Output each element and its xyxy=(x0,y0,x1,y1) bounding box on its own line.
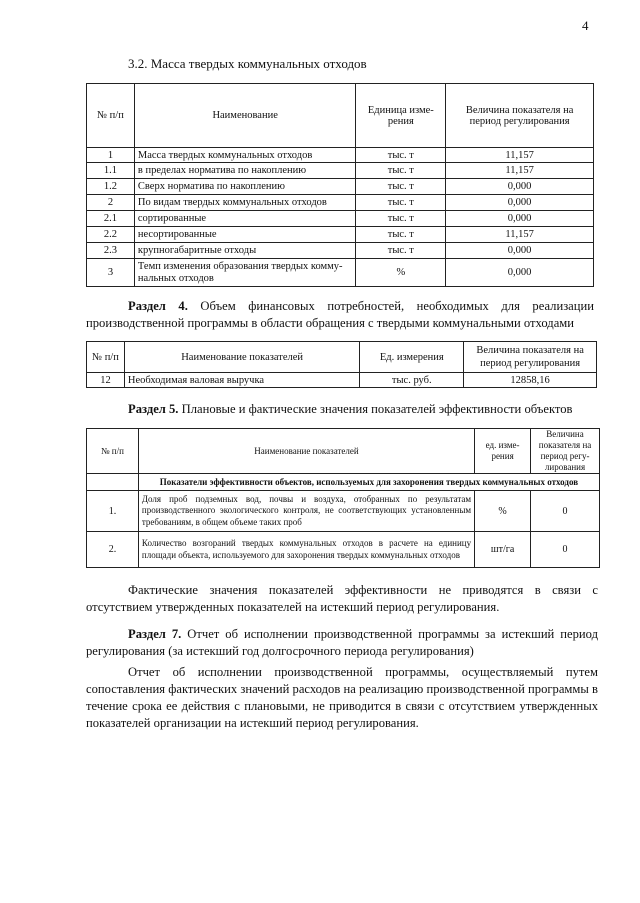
header-value: Величина показателя на период регу-лирования xyxy=(531,429,600,474)
table-row: 1 Масса твердых коммунальных отходов тыс. т 11,157 xyxy=(87,148,594,163)
section-4-heading xyxy=(86,298,594,332)
section-7-label: Раздел 7. xyxy=(128,627,182,641)
table-row: 2 По видам твердых коммунальных отходов тыс. т 0,000 xyxy=(87,195,594,211)
section-7-text: Отчет об исполнении производственной программы за истекший период регулирования (за истекший год долгосрочного периода регулирования) xyxy=(86,627,598,658)
header-value: Величина показателя на период регулирования xyxy=(446,84,594,148)
section-7-heading xyxy=(86,626,598,660)
efficiency-indicators-table xyxy=(86,428,600,568)
table-row: 12 Необходимая валовая выручка тыс. руб. 12858,16 xyxy=(87,373,597,388)
table-row: 1.1 в пределах норматива по накоплению тыс. т 11,157 xyxy=(87,163,594,179)
header-name: Наименование показателей xyxy=(138,429,474,474)
section-5-label: Раздел 5. xyxy=(128,402,179,416)
header-name: Наименование показателей xyxy=(124,342,359,373)
table-row: 2.1 сортированные тыс. т 0,000 xyxy=(87,211,594,227)
header-num: № п/п xyxy=(87,84,135,148)
subheader-row: Показатели эффективности объектов, используемых для захоронения твердых коммунальных отходов xyxy=(138,474,599,491)
table-row: 2.3 крупногабаритные отходы тыс. т 0,000 xyxy=(87,243,594,259)
header-value: Величина показателя на период регулирования xyxy=(464,342,597,373)
header-name: Наименование xyxy=(134,84,356,148)
table-row: 1. Доля проб подземных вод, почвы и воздуха, отобранных по результатам производственного экологического контроля, не соответствующих установленным требованиям, в общем объеме таких проб % 0 xyxy=(87,491,600,532)
header-num: № п/п xyxy=(87,429,139,474)
table-row: 3 Темп изменения образования твердых комму-нальных отходов % 0,000 xyxy=(87,259,594,287)
table-row: 2.2 несортированные тыс. т 11,157 xyxy=(87,227,594,243)
section-3-2-title: 3.2. Масса твердых коммунальных отходов xyxy=(128,56,367,71)
page-number: 4 xyxy=(582,18,589,33)
section-4-text: Объем финансовых потребностей, необходимых для реализации производственной программы в области обращения с твердыми коммунальными отходами xyxy=(86,299,594,330)
header-unit: Ед. измерения xyxy=(360,342,464,373)
header-unit: ед. изме-рения xyxy=(475,429,531,474)
fact-values-paragraph: Фактические значения показателей эффективности не приводятся в связи с отсутствием утвержденных показателей на истекший период регулирования. xyxy=(86,583,598,614)
section-5-text: Плановые и фактические значения показателей эффективности объектов xyxy=(181,402,573,416)
section-5-heading xyxy=(128,401,598,418)
report-paragraph: Отчет об исполнении производственной программы, осуществляемый путем сопоставления фактических значений расходов на реализацию производственной программы в течение срока ее действия с плановыми, не приводится в связи с отсутствием утвержденных показателей организации на истекший период регулирования. xyxy=(86,665,598,730)
financial-needs-table xyxy=(86,341,597,388)
header-num: № п/п xyxy=(87,342,125,373)
table-row: 2. Количество возгораний твердых коммунальных отходов в расчете на единицу площади объекта, используемого для захоронения твердых коммунальных отходов шт/га 0 xyxy=(87,532,600,568)
header-unit: Единица изме-рения xyxy=(356,84,446,148)
section-4-label: Раздел 4. xyxy=(128,299,188,313)
waste-mass-table xyxy=(86,83,594,287)
table-row: 1.2 Сверх норматива по накоплению тыс. т 0,000 xyxy=(87,179,594,195)
